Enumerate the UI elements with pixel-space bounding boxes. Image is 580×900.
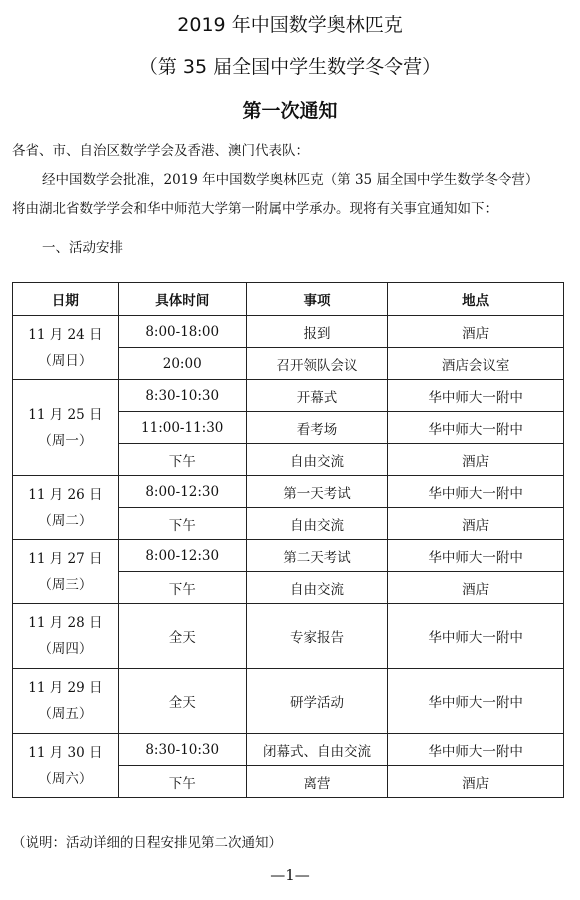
date-text: 11 月 28 日 xyxy=(28,615,103,631)
date-text: 11 月 30 日 xyxy=(28,744,103,761)
header-event: 事项 xyxy=(246,283,388,316)
event-cell: 召开领队会议 xyxy=(246,348,388,380)
time-cell: 全天 xyxy=(118,669,246,734)
time-cell: 8:00-12:30 xyxy=(118,476,246,508)
event-cell: 开幕式 xyxy=(246,380,388,412)
event-cell: 离营 xyxy=(246,766,388,798)
place-cell: 华中师大一附中 xyxy=(388,540,564,572)
date-text: 11 月 24 日 xyxy=(28,326,103,343)
place-cell: 华中师大一附中 xyxy=(388,669,564,734)
date-cell xyxy=(13,734,119,798)
time-cell: 8:30-10:30 xyxy=(118,734,246,766)
place-cell: 酒店会议室 xyxy=(388,348,564,380)
time-cell: 11:00-11:30 xyxy=(118,412,246,444)
time-cell: 8:00-18:00 xyxy=(118,316,246,348)
date-cell xyxy=(13,380,119,476)
time-cell: 下午 xyxy=(118,444,246,476)
title-line-3: 第一次通知 xyxy=(242,100,338,122)
time-cell: 8:00-12:30 xyxy=(118,540,246,572)
place-cell: 华中师大一附中 xyxy=(388,476,564,508)
event-cell: 自由交流 xyxy=(246,444,388,476)
event-cell: 第一天考试 xyxy=(246,476,388,508)
date-cell xyxy=(13,316,119,380)
table-row xyxy=(13,669,564,734)
event-cell: 报到 xyxy=(246,316,388,348)
header-place: 地点 xyxy=(388,283,564,316)
event-cell: 闭幕式、自由交流 xyxy=(246,734,388,766)
event-cell: 研学活动 xyxy=(246,669,388,734)
place-cell: 酒店 xyxy=(388,508,564,540)
time-cell: 8:30-10:30 xyxy=(118,380,246,412)
event-cell: 第二天考试 xyxy=(246,540,388,572)
date-cell xyxy=(13,669,119,734)
place-cell: 酒店 xyxy=(388,572,564,604)
paragraph-line-2: 将由湖北省数学学会和华中师范大学第一附属中学承办。现将有关事宜通知如下： xyxy=(12,201,498,217)
weekday-text: （周一） xyxy=(38,432,93,449)
schedule-table xyxy=(12,282,564,798)
place-cell: 酒店 xyxy=(388,444,564,476)
weekday-text: （周五） xyxy=(38,706,93,722)
weekday-text: （周三） xyxy=(38,576,93,593)
footnote: （说明：活动详细的日程安排见第二次通知） xyxy=(12,835,282,851)
event-cell: 自由交流 xyxy=(246,572,388,604)
header-date: 日期 xyxy=(13,283,119,316)
table-row xyxy=(13,734,564,766)
page-number: —1— xyxy=(270,866,310,884)
table-header-row xyxy=(13,283,564,316)
time-cell: 下午 xyxy=(118,766,246,798)
salutation: 各省、市、自治区数学学会及香港、澳门代表队： xyxy=(12,143,309,159)
table-row xyxy=(13,476,564,508)
date-cell xyxy=(13,476,119,540)
table-row xyxy=(13,380,564,412)
place-cell: 华中师大一附中 xyxy=(388,604,564,669)
date-text: 11 月 25 日 xyxy=(28,406,103,423)
paragraph-line-1: 经中国数学会批准，2019 年中国数学奥林匹克（第 35 届全国中学生数学冬令营） xyxy=(42,172,539,188)
place-cell: 酒店 xyxy=(388,316,564,348)
date-text: 11 月 29 日 xyxy=(28,680,103,696)
title-line-1: 2019 年中国数学奥林匹克 xyxy=(177,14,403,36)
title-line-2: （第 35 届全国中学生数学冬令营） xyxy=(138,56,442,78)
place-cell: 华中师大一附中 xyxy=(388,734,564,766)
weekday-text: （周二） xyxy=(38,512,93,529)
event-cell: 自由交流 xyxy=(246,508,388,540)
date-text: 11 月 26 日 xyxy=(28,486,103,503)
table-row xyxy=(13,540,564,572)
place-cell: 华中师大一附中 xyxy=(388,380,564,412)
weekday-text: （周四） xyxy=(38,641,93,657)
section-heading: 一、活动安排 xyxy=(42,240,123,256)
event-cell: 看考场 xyxy=(246,412,388,444)
date-text: 11 月 27 日 xyxy=(28,550,103,567)
place-cell: 华中师大一附中 xyxy=(388,412,564,444)
time-cell: 20:00 xyxy=(118,348,246,380)
date-cell xyxy=(13,540,119,604)
header-time: 具体时间 xyxy=(118,283,246,316)
date-cell xyxy=(13,604,119,669)
time-cell: 下午 xyxy=(118,572,246,604)
table-row xyxy=(13,604,564,669)
place-cell: 酒店 xyxy=(388,766,564,798)
time-cell: 下午 xyxy=(118,508,246,540)
event-cell: 专家报告 xyxy=(246,604,388,669)
time-cell: 全天 xyxy=(118,604,246,669)
weekday-text: （周日） xyxy=(38,352,93,369)
weekday-text: （周六） xyxy=(38,770,93,787)
table-row xyxy=(13,316,564,348)
